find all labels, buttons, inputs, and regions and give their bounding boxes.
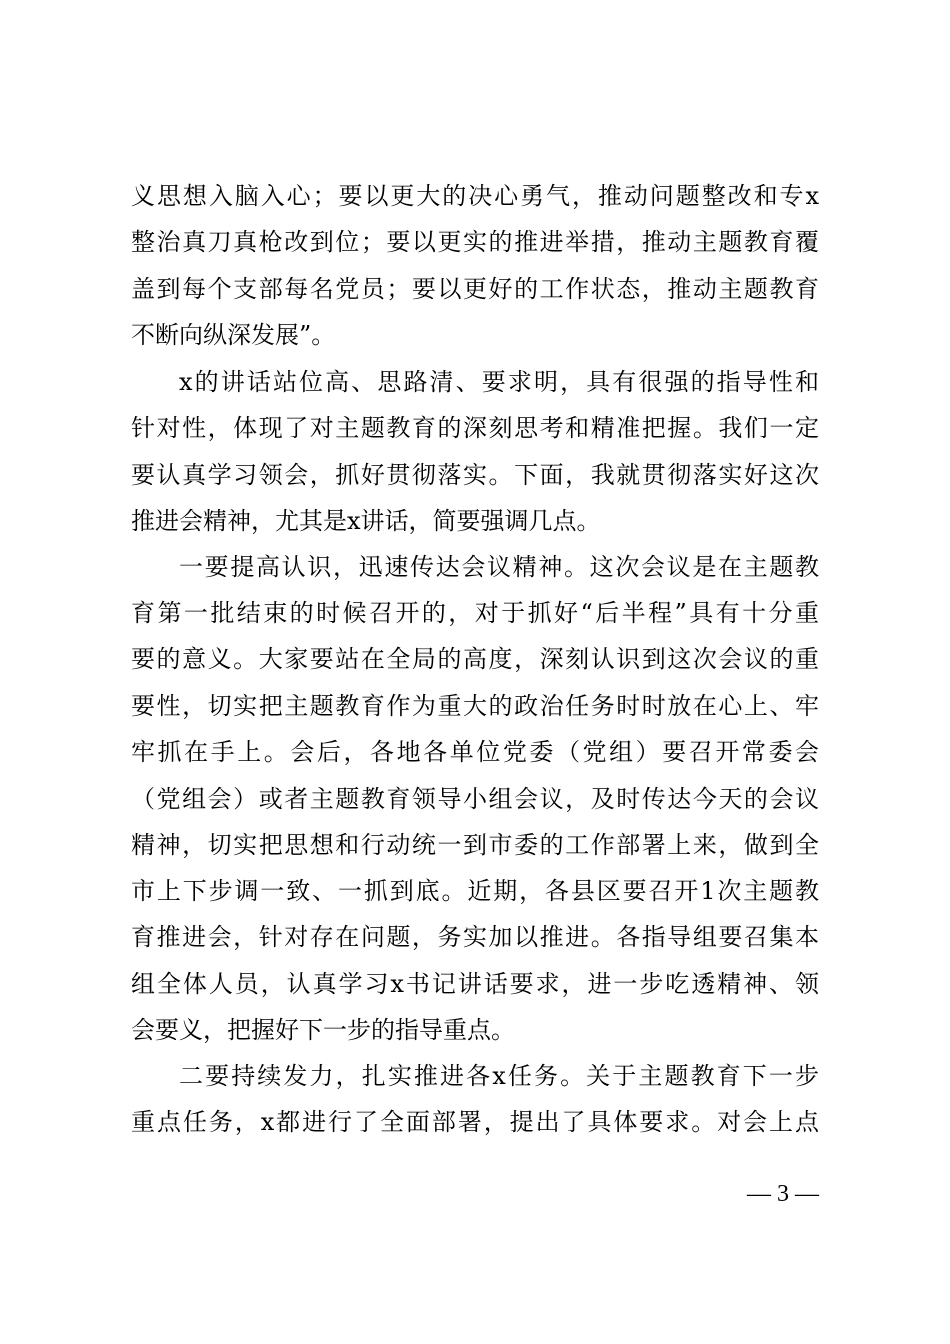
text-line: 精神，切实把思想和行动统一到市委的工作部署上来，做到全 xyxy=(131,831,819,859)
text-line: 重点任务，x都进行了全面部署，提出了具体要求。对会上点 xyxy=(131,1108,819,1136)
text-line: 义思想入脑入心；要以更大的决心勇气，推动问题整改和专x xyxy=(131,182,819,210)
paragraph-first-line: 二要持续发力，扎实推进各x任务。关于主题教育下一步 xyxy=(179,1062,819,1090)
page-number: — 3 — xyxy=(747,1181,819,1207)
text-line: 育第一批结束的时候召开的，对于抓好“后半程”具有十分重 xyxy=(131,599,819,627)
text-line: （党组会）或者主题教育领导小组会议，及时传达今天的会议 xyxy=(131,785,819,813)
text-line: 要的意义。大家要站在全局的高度，深刻认识到这次会议的重 xyxy=(131,645,819,673)
text-line: 牢抓在手上。会后，各地各单位党委（党组）要召开常委会 xyxy=(131,738,819,766)
text-line: 要认真学习领会，抓好贯彻落实。下面，我就贯彻落实好这次 xyxy=(131,461,819,489)
text-line: 育推进会，针对存在问题，务实加以推进。各指导组要召集本 xyxy=(131,923,819,951)
text-line: 会要义，把握好下一步的指导重点。 xyxy=(131,1016,515,1044)
text-line: 不断向纵深发展”。 xyxy=(131,321,336,349)
text-line: 要性，切实把主题教育作为重大的政治任务时时放在心上、牢 xyxy=(131,692,819,720)
paragraph-first-line: 一要提高认识，迅速传达会议精神。这次会议是在主题教 xyxy=(179,553,819,581)
paragraph-first-line: x的讲话站位高、思路清、要求明，具有很强的指导性和 xyxy=(179,368,819,396)
text-line: 市上下步调一致、一抓到底。近期，各县区要召开1次主题教 xyxy=(131,877,819,905)
text-line: 盖到每个支部每名党员；要以更好的工作状态，推动主题教育 xyxy=(131,275,819,303)
text-line: 针对性，体现了对主题教育的深刻思考和精准把握。我们一定 xyxy=(131,414,819,442)
text-line: 组全体人员，认真学习x书记讲话要求，进一步吃透精神、领 xyxy=(131,970,819,998)
text-line: 整治真刀真枪改到位；要以更实的推进举措，推动主题教育覆 xyxy=(131,228,819,256)
text-line: 推进会精神，尤其是x讲话，简要强调几点。 xyxy=(131,507,601,535)
